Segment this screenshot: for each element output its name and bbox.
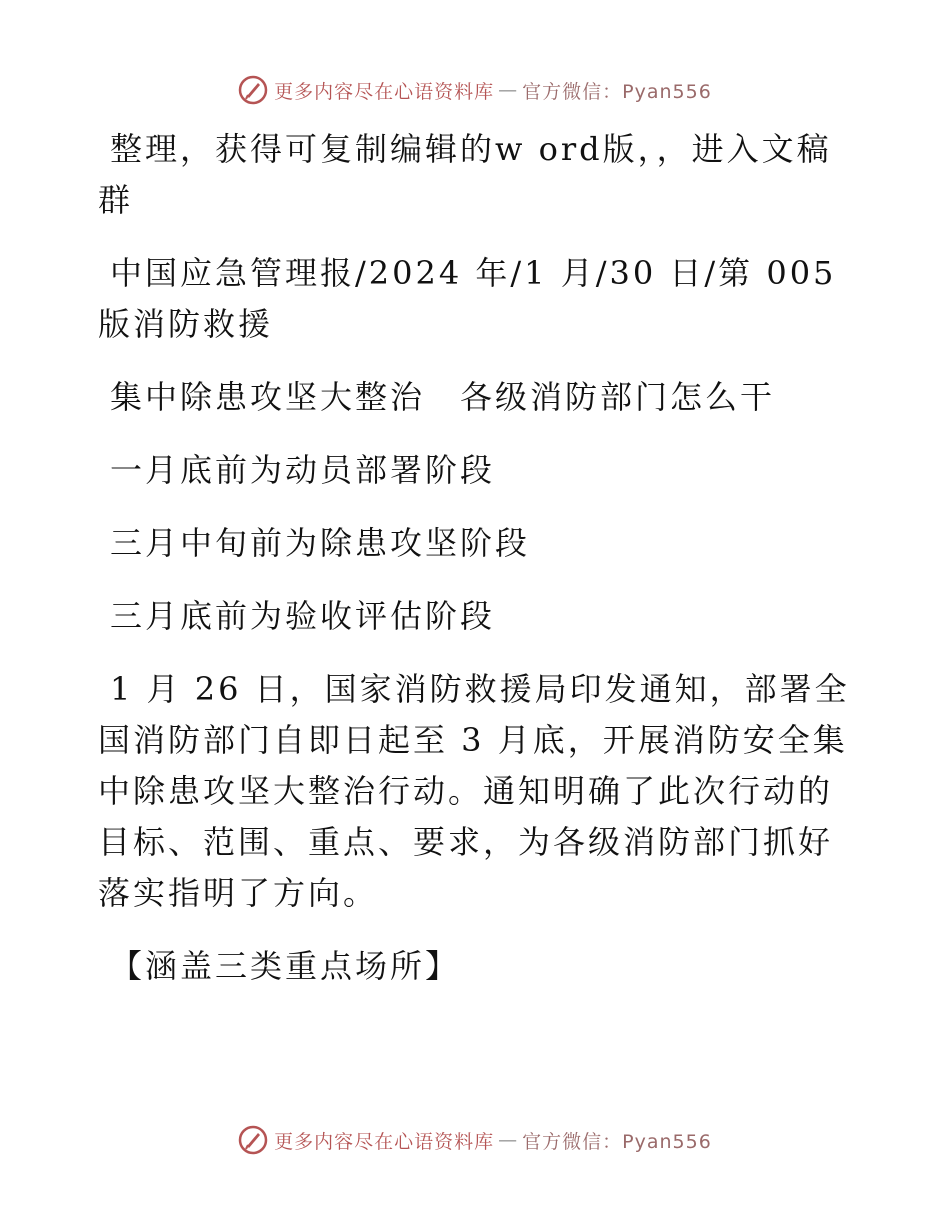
- section-heading: 【涵盖三类重点场所】: [110, 947, 461, 985]
- stage-two: 三月中旬前为除患攻坚阶段: [110, 524, 531, 562]
- watermark-dash: —: [498, 79, 519, 101]
- watermark-suffix: 官方微信：Pyan556: [522, 80, 712, 103]
- stage-one: 一月底前为动员部署阶段: [110, 451, 496, 489]
- source-line: 中国应急管理报/2024 年/1 月/30 日/第 005 版消防救援: [98, 254, 837, 343]
- stage-three: 三月底前为验收评估阶段: [110, 597, 496, 635]
- watermark-text: 更多内容尽在心语资料库: [274, 80, 495, 103]
- header-watermark: [0, 70, 950, 110]
- quill-logo-icon: [238, 75, 268, 105]
- intro-line: 整理，获得可复制编辑的w ord版，，进入文稿群: [98, 130, 832, 219]
- footer-watermark: [0, 1120, 950, 1160]
- watermark-text: 更多内容尽在心语资料库: [274, 1130, 495, 1153]
- article-title: 集中除患攻坚大整治 各级消防部门怎么干: [110, 378, 776, 416]
- document-body: [98, 124, 858, 1014]
- watermark-suffix: 官方微信：Pyan556: [522, 1130, 712, 1153]
- body-paragraph: 1 月 26 日，国家消防救援局印发通知，部署全国消防部门自即日起至 3 月底，开展消防安全集中除患攻坚大整治行动。通知明确了此次行动的目标、范围、重点、要求，为各级消防部门抓好落实指明了方向。: [98, 670, 850, 912]
- watermark-dash: —: [498, 1129, 519, 1151]
- quill-logo-icon: [238, 1125, 268, 1155]
